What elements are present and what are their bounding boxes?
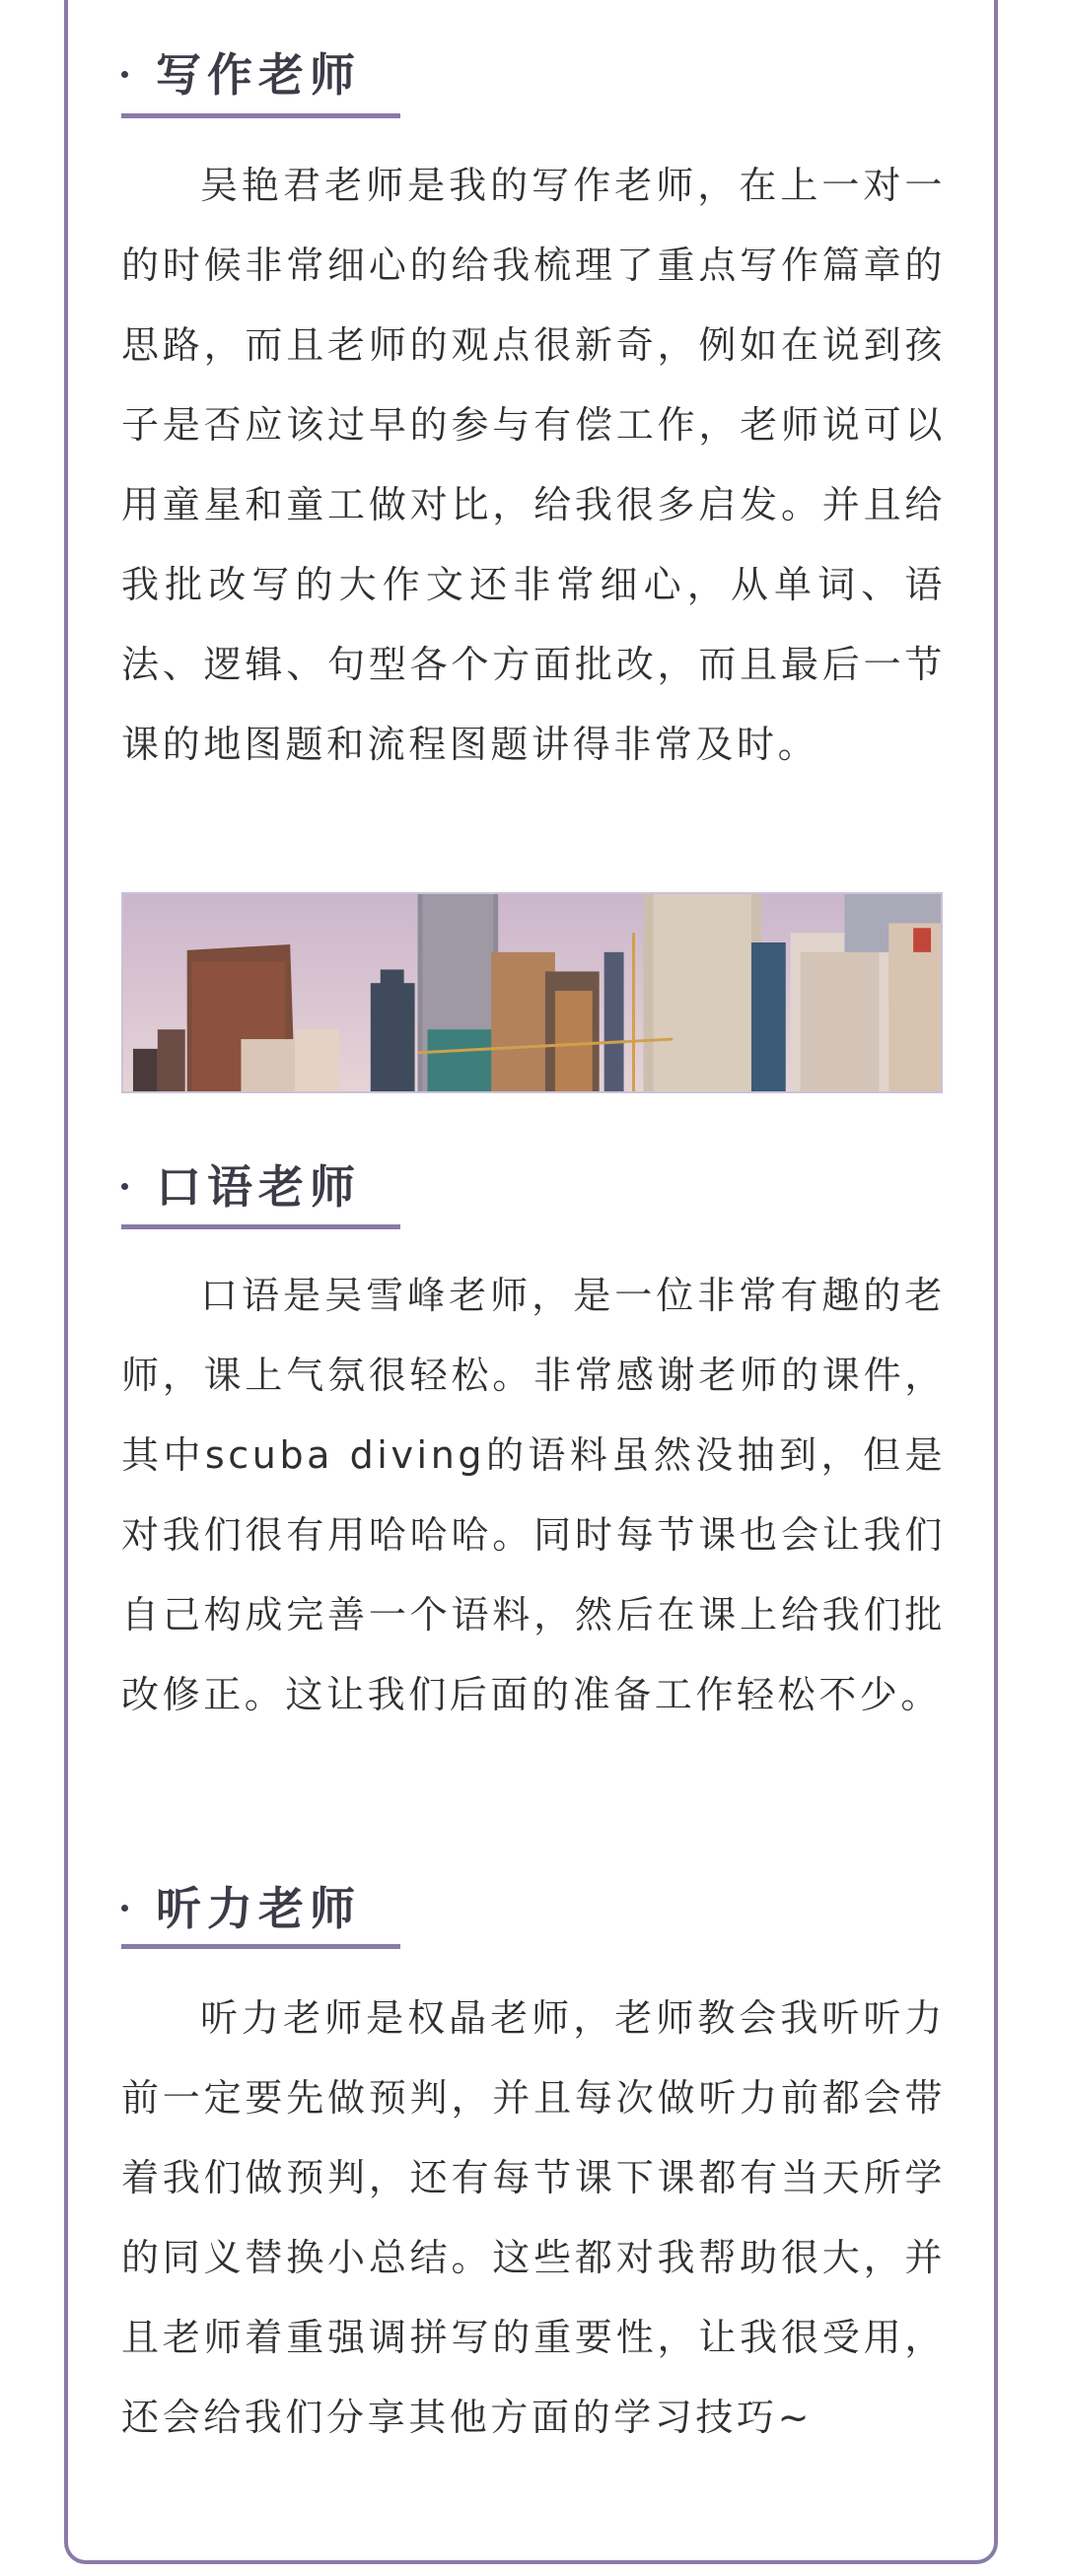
writing-teacher-paragraph: 吴艳君老师是我的写作老师，在上一对一的时候非常细心的给我梳理了重点写作篇章的思路，而且老师的观点很新奇，例如在说到孩子是否应该过早的参与有偿工作，老师说可以用童星和童工做对比，给我很多启发。并且给我批改写的大作文还非常细心，从单词、语法、逻辑、句型各个方面批改，而且最后一节课的地图题和流程图题讲得非常及时。 xyxy=(121,164,946,766)
section-title-speaking xyxy=(121,1157,361,1217)
section-underline xyxy=(121,1224,400,1229)
section-title-text: 写作老师 xyxy=(156,48,361,102)
section-underline xyxy=(121,1944,400,1949)
section-title-writing xyxy=(121,45,361,104)
speaking-teacher-paragraph: 口语是吴雪峰老师，是一位非常有趣的老师，课上气氛很轻松。非常感谢老师的课件，其中scuba diving的语料虽然没抽到，但是对我们很有用哈哈哈。同时每节课也会让我们自己构成完善一个语料，然后在课上给我们批改修正。这让我们后面的准备工作轻松不少。 xyxy=(121,1274,946,1716)
bullet-dot-icon xyxy=(121,1183,128,1190)
section-underline xyxy=(121,113,400,118)
listening-teacher-paragraph: 听力老师是权晶老师，老师教会我听听力前一定要先做预判，并且每次做听力前都会带着我们做预判，还有每节课下课都有当天所学的同义替换小总结。这些都对我帮助很大，并且老师着重强调拼写的重要性，让我很受用，还会给我们分享其他方面的学习技巧~ xyxy=(121,1996,946,2439)
bullet-dot-icon xyxy=(121,1905,128,1912)
section-title-text: 听力老师 xyxy=(156,1882,361,1935)
city-skyline-image xyxy=(121,892,943,1093)
section-title-text: 口语老师 xyxy=(156,1160,361,1214)
bullet-dot-icon xyxy=(121,71,128,78)
section-title-listening xyxy=(121,1879,361,1938)
